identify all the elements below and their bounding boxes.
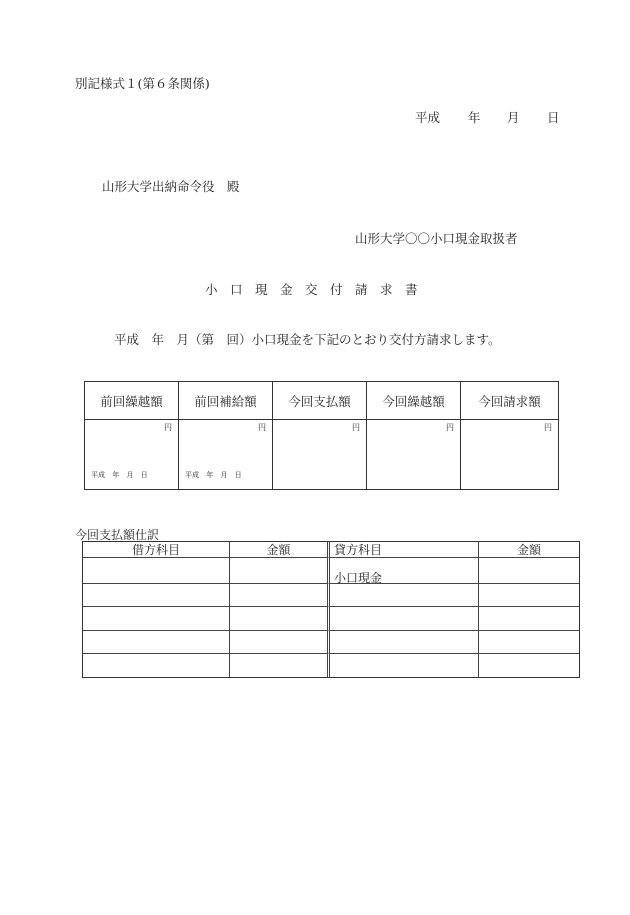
journal-cell[interactable]	[479, 631, 579, 654]
cell-previous-replenishment[interactable]	[179, 420, 273, 489]
journal-cell[interactable]	[83, 558, 230, 584]
date-era: 平成	[415, 110, 441, 125]
date-month: 月	[507, 110, 520, 125]
document-title: 小 口 現 金 交 付 請 求 書	[205, 282, 418, 297]
journal-title: 今回支払額仕訳	[75, 528, 160, 542]
journal-cell[interactable]	[479, 607, 579, 631]
yen-unit: 円	[352, 423, 360, 432]
yen-unit: 円	[544, 423, 552, 432]
journal-cell[interactable]	[83, 584, 230, 607]
journal-cell[interactable]	[83, 654, 230, 677]
header-current-carryover: 今回繰越額	[367, 382, 461, 420]
credit-entry-petty-cash: 小口現金	[334, 571, 383, 585]
date-year: 年	[468, 110, 481, 125]
cell-current-request[interactable]	[461, 420, 558, 489]
date-caption: 平成 年 月 日	[185, 471, 242, 479]
request-statement: 平成 年 月（第 回）小口現金を下記のとおり交付方請求します。	[114, 332, 501, 347]
yen-unit: 円	[446, 423, 454, 432]
journal-cell[interactable]	[83, 607, 230, 631]
journal-table	[82, 541, 580, 678]
journal-cell[interactable]	[479, 558, 579, 584]
yen-unit: 円	[164, 423, 172, 432]
yen-unit: 円	[258, 423, 266, 432]
date-day: 日	[547, 110, 560, 125]
date-caption: 平成 年 月 日	[91, 471, 148, 479]
journal-cell[interactable]	[230, 558, 330, 584]
header-credit-amount: 金額	[479, 542, 579, 558]
journal-cell[interactable]	[230, 654, 330, 677]
journal-cell[interactable]	[479, 584, 579, 607]
amount-table	[84, 381, 559, 490]
addressee: 山形大学出納命令役 殿	[102, 179, 240, 194]
header-debit-account: 借方科目	[83, 542, 230, 558]
header-current-request: 今回請求額	[461, 382, 558, 420]
cell-current-payment[interactable]	[273, 420, 367, 489]
header-current-payment: 今回支払額	[273, 382, 367, 420]
form-label: 別記様式１(第６条関係)	[75, 76, 210, 91]
journal-cell[interactable]	[230, 584, 330, 607]
requester: 山形大学〇〇小口現金取扱者	[355, 231, 518, 246]
header-credit-account: 貸方科目	[330, 542, 479, 558]
journal-cell-credit-account[interactable]	[330, 558, 479, 584]
cell-current-carryover[interactable]	[367, 420, 461, 489]
journal-cell[interactable]	[83, 631, 230, 654]
journal-cell[interactable]	[230, 631, 330, 654]
journal-cell[interactable]	[330, 631, 479, 654]
header-previous-carryover: 前回繰越額	[85, 382, 179, 420]
journal-cell[interactable]	[330, 584, 479, 607]
cell-previous-carryover[interactable]	[85, 420, 179, 489]
journal-cell[interactable]	[230, 607, 330, 631]
journal-cell[interactable]	[330, 654, 479, 677]
header-previous-replenishment: 前回補給額	[179, 382, 273, 420]
journal-cell[interactable]	[479, 654, 579, 677]
header-debit-amount: 金額	[230, 542, 330, 558]
journal-cell[interactable]	[330, 607, 479, 631]
